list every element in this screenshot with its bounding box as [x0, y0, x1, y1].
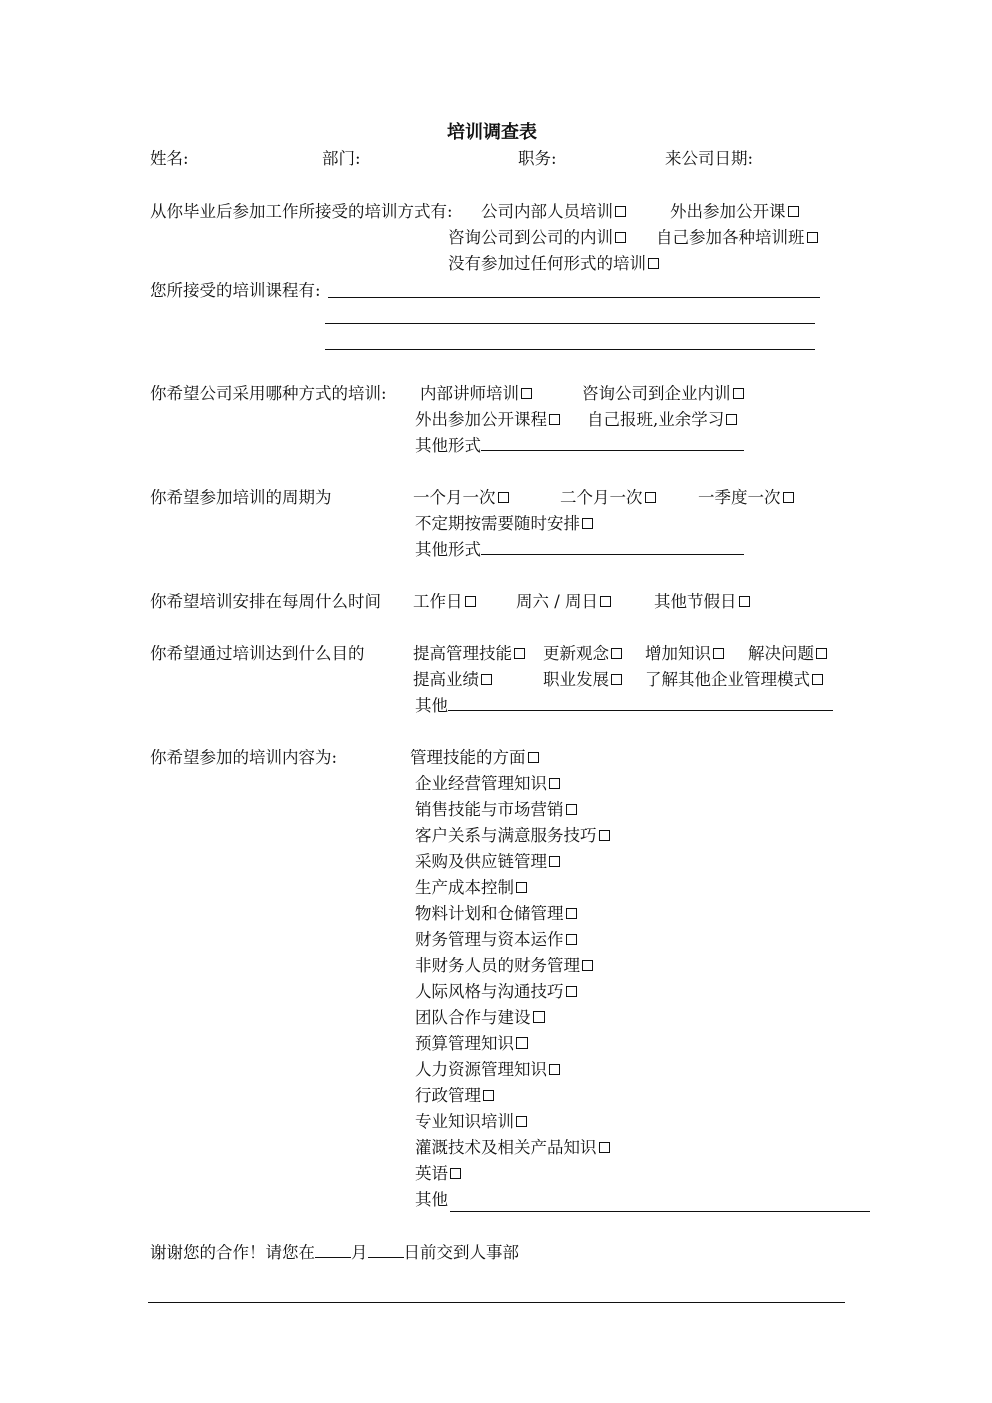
- q6-option[interactable]: 更新观念: [543, 643, 622, 665]
- q6-option[interactable]: 职业发展: [543, 669, 622, 691]
- q1-option[interactable]: 自己参加各种培训班: [656, 227, 818, 249]
- q7-option[interactable]: 行政管理: [415, 1085, 494, 1107]
- q3-option[interactable]: 外出参加公开课程: [415, 409, 560, 431]
- checkbox[interactable]: [521, 388, 532, 399]
- checkbox[interactable]: [816, 648, 827, 659]
- footer-note: 谢谢您的合作！请您在 月 日前交到人事部: [150, 1243, 519, 1262]
- checkbox[interactable]: [549, 856, 560, 867]
- checkbox[interactable]: [645, 492, 656, 503]
- checkbox[interactable]: [549, 1064, 560, 1075]
- courses-line-1[interactable]: [328, 297, 820, 298]
- checkbox[interactable]: [783, 492, 794, 503]
- courses-line-3[interactable]: [325, 349, 815, 350]
- month-blank[interactable]: [315, 1243, 351, 1258]
- q6-option[interactable]: 了解其他企业管理模式: [645, 669, 823, 691]
- checkbox[interactable]: [648, 258, 659, 269]
- q3-option[interactable]: 咨询公司到企业内训: [582, 383, 744, 405]
- checkbox[interactable]: [788, 206, 799, 217]
- q7-option[interactable]: 专业知识培训: [415, 1111, 527, 1133]
- checkbox[interactable]: [599, 1142, 610, 1153]
- day-blank[interactable]: [368, 1243, 404, 1258]
- checkbox[interactable]: [465, 596, 476, 607]
- checkbox[interactable]: [812, 674, 823, 685]
- q1-option[interactable]: 公司内部人员培训: [481, 201, 626, 223]
- q7-option[interactable]: 管理技能的方面: [410, 747, 539, 769]
- q3-option[interactable]: 自己报班,业余学习: [587, 409, 737, 431]
- q6-option[interactable]: 解决问题: [748, 643, 827, 665]
- q7-other-line[interactable]: [450, 1211, 870, 1212]
- checkbox[interactable]: [611, 674, 622, 685]
- q6-other-line[interactable]: [448, 696, 833, 711]
- checkbox[interactable]: [514, 648, 525, 659]
- q7-option[interactable]: 灌溉技术及相关产品知识: [415, 1137, 610, 1159]
- q2-label: 您所接受的培训课程有:: [150, 281, 321, 300]
- checkbox[interactable]: [516, 1116, 527, 1127]
- q7-option[interactable]: 英语: [415, 1163, 461, 1185]
- checkbox[interactable]: [615, 206, 626, 217]
- q6-label: 你希望通过培训达到什么目的: [150, 644, 365, 663]
- q7-option[interactable]: 客户关系与满意服务技巧: [415, 825, 610, 847]
- q5-label: 你希望培训安排在每周什么时间: [150, 592, 381, 611]
- checkbox[interactable]: [450, 1168, 461, 1179]
- q3-option[interactable]: 内部讲师培训: [420, 383, 532, 405]
- checkbox[interactable]: [600, 596, 611, 607]
- q3-other: 其他形式: [415, 435, 744, 457]
- join-date-label: 来公司日期:: [665, 149, 754, 168]
- checkbox[interactable]: [566, 908, 577, 919]
- q5-option[interactable]: 周六 / 周日: [516, 591, 611, 613]
- q3-label: 你希望公司采用哪种方式的培训:: [150, 384, 387, 403]
- checkbox[interactable]: [566, 804, 577, 815]
- checkbox[interactable]: [533, 1011, 545, 1023]
- checkbox[interactable]: [483, 1090, 494, 1101]
- q7-other-label: 其他: [415, 1190, 448, 1209]
- checkbox[interactable]: [582, 518, 593, 529]
- checkbox[interactable]: [582, 960, 593, 971]
- dept-label: 部门:: [322, 149, 361, 168]
- checkbox[interactable]: [733, 388, 744, 399]
- q7-label: 你希望参加的培训内容为:: [150, 748, 338, 767]
- q7-option[interactable]: 财务管理与资本运作: [415, 929, 577, 951]
- q4-option[interactable]: 一个月一次: [413, 487, 509, 509]
- footer-divider: [148, 1302, 845, 1303]
- checkbox[interactable]: [481, 674, 492, 685]
- q7-option[interactable]: 采购及供应链管理: [415, 851, 560, 873]
- checkbox[interactable]: [566, 986, 577, 997]
- q4-other: 其他形式: [415, 539, 744, 561]
- checkbox[interactable]: [498, 492, 509, 503]
- q1-option[interactable]: 没有参加过任何形式的培训: [448, 253, 659, 275]
- checkbox[interactable]: [549, 778, 560, 789]
- page-title: 培训调查表: [447, 122, 537, 143]
- q1-label: 从你毕业后参加工作所接受的培训方式有:: [150, 202, 453, 221]
- q7-option[interactable]: 非财务人员的财务管理: [415, 955, 593, 977]
- q6-other: 其他: [415, 695, 833, 717]
- checkbox[interactable]: [611, 648, 622, 659]
- q3-other-line[interactable]: [481, 436, 744, 451]
- q1-option[interactable]: 咨询公司到公司的内训: [448, 227, 626, 249]
- q6-option[interactable]: 提高管理技能: [413, 643, 525, 665]
- checkbox[interactable]: [516, 882, 527, 893]
- position-label: 职务:: [518, 149, 557, 168]
- courses-line-2[interactable]: [325, 323, 815, 324]
- q5-option[interactable]: 工作日: [413, 591, 476, 613]
- q4-option[interactable]: 二个月一次: [560, 487, 656, 509]
- q6-option[interactable]: 增加知识: [645, 643, 724, 665]
- checkbox[interactable]: [713, 648, 724, 659]
- name-label: 姓名:: [150, 149, 189, 168]
- q4-option[interactable]: 不定期按需要随时安排: [415, 513, 593, 535]
- q7-option[interactable]: 物料计划和仓储管理: [415, 903, 577, 925]
- q7-option[interactable]: 预算管理知识: [415, 1033, 528, 1055]
- checkbox[interactable]: [726, 414, 737, 425]
- q1-option[interactable]: 外出参加公开课: [670, 201, 799, 223]
- q4-label: 你希望参加培训的周期为: [150, 488, 332, 507]
- q7-option[interactable]: 企业经营管理知识: [415, 773, 560, 795]
- q7-option[interactable]: 人力资源管理知识: [415, 1059, 560, 1081]
- checkbox[interactable]: [516, 1037, 528, 1049]
- checkbox[interactable]: [615, 232, 626, 243]
- checkbox[interactable]: [599, 830, 610, 841]
- checkbox[interactable]: [739, 596, 750, 607]
- q5-option[interactable]: 其他节假日: [654, 591, 750, 613]
- checkbox[interactable]: [807, 232, 818, 243]
- q6-option[interactable]: 提高业绩: [413, 669, 492, 691]
- checkbox[interactable]: [528, 752, 539, 763]
- q7-option[interactable]: 销售技能与市场营销: [415, 799, 577, 821]
- q4-option[interactable]: 一季度一次: [698, 487, 794, 509]
- q7-option[interactable]: 团队合作与建设: [415, 1007, 545, 1029]
- q7-option[interactable]: 生产成本控制: [415, 877, 527, 899]
- checkbox[interactable]: [549, 414, 560, 425]
- q4-other-line[interactable]: [481, 540, 744, 555]
- checkbox[interactable]: [566, 934, 577, 945]
- q7-option[interactable]: 人际风格与沟通技巧: [415, 981, 577, 1003]
